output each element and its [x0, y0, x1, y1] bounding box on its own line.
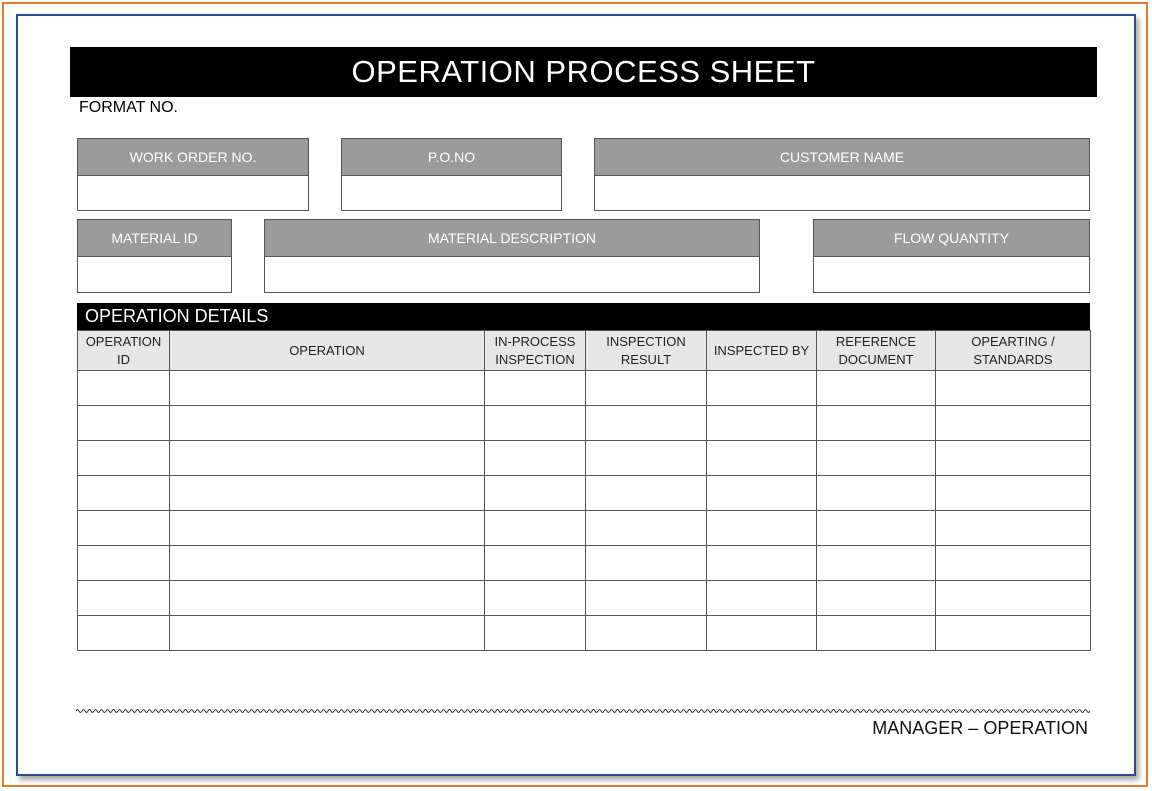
table-cell[interactable]	[586, 616, 707, 651]
table-cell[interactable]	[817, 546, 936, 581]
work-order-label: WORK ORDER NO.	[78, 139, 308, 176]
table-cell[interactable]	[586, 441, 707, 476]
table-row	[78, 616, 1091, 651]
table-row	[78, 511, 1091, 546]
table-cell[interactable]	[485, 546, 586, 581]
table-cell[interactable]	[485, 476, 586, 511]
table-cell[interactable]	[170, 616, 485, 651]
table-cell[interactable]	[78, 546, 170, 581]
po-number-field	[341, 138, 562, 211]
table-cell[interactable]	[817, 441, 936, 476]
col-operation: OPERATION	[170, 331, 485, 371]
table-cell[interactable]	[936, 581, 1091, 616]
signature-line	[76, 706, 1090, 716]
table-cell[interactable]	[817, 581, 936, 616]
table-cell[interactable]	[485, 406, 586, 441]
table-cell[interactable]	[170, 476, 485, 511]
table-cell[interactable]	[707, 581, 817, 616]
customer-name-label: CUSTOMER NAME	[595, 139, 1089, 176]
table-cell[interactable]	[170, 581, 485, 616]
table-cell[interactable]	[170, 441, 485, 476]
table-cell[interactable]	[936, 371, 1091, 406]
material-description-label: MATERIAL DESCRIPTION	[265, 220, 759, 257]
flow-quantity-label: FLOW QUANTITY	[814, 220, 1089, 257]
table-cell[interactable]	[586, 581, 707, 616]
material-description-value[interactable]	[265, 257, 759, 292]
table-cell[interactable]	[707, 441, 817, 476]
work-order-field	[77, 138, 309, 211]
table-cell[interactable]	[707, 511, 817, 546]
table-cell[interactable]	[485, 581, 586, 616]
table-cell[interactable]	[817, 511, 936, 546]
manager-signature-label: MANAGER – OPERATION	[872, 718, 1088, 738]
operation-details-table	[77, 330, 1091, 651]
table-row	[78, 546, 1091, 581]
table-cell[interactable]	[707, 406, 817, 441]
table-cell[interactable]	[485, 511, 586, 546]
table-cell[interactable]	[78, 511, 170, 546]
material-id-value[interactable]	[78, 257, 231, 292]
operation-details-header: OPERATION DETAILS	[77, 303, 1090, 330]
col-in-process-inspection: IN-PROCESS INSPECTION	[485, 331, 586, 371]
table-cell[interactable]	[78, 406, 170, 441]
table-cell[interactable]	[817, 476, 936, 511]
table-cell[interactable]	[78, 441, 170, 476]
table-cell[interactable]	[936, 546, 1091, 581]
table-cell[interactable]	[936, 511, 1091, 546]
table-cell[interactable]	[78, 371, 170, 406]
table-cell[interactable]	[78, 616, 170, 651]
page-title: OPERATION PROCESS SHEET	[70, 47, 1097, 97]
table-cell[interactable]	[485, 371, 586, 406]
table-cell[interactable]	[707, 476, 817, 511]
table-cell[interactable]	[936, 476, 1091, 511]
customer-name-value[interactable]	[595, 176, 1089, 211]
table-header-row	[78, 331, 1091, 371]
customer-name-field	[594, 138, 1090, 211]
table-cell[interactable]	[707, 546, 817, 581]
table-cell[interactable]	[170, 546, 485, 581]
table-cell[interactable]	[707, 616, 817, 651]
format-number-label: FORMAT NO.	[79, 99, 178, 116]
table-cell[interactable]	[817, 406, 936, 441]
table-cell[interactable]	[586, 406, 707, 441]
table-body	[78, 371, 1091, 651]
table-row	[78, 441, 1091, 476]
material-id-field	[77, 219, 232, 293]
col-operating-standards: OPEARTING / STANDARDS	[936, 331, 1091, 371]
col-inspected-by: INSPECTED BY	[707, 331, 817, 371]
table-cell[interactable]	[586, 511, 707, 546]
col-inspection-result: INSPECTION RESULT	[586, 331, 707, 371]
flow-quantity-field	[813, 219, 1090, 293]
po-number-label: P.O.NO	[342, 139, 561, 176]
work-order-value[interactable]	[78, 176, 308, 211]
table-cell[interactable]	[78, 476, 170, 511]
table-row	[78, 476, 1091, 511]
table-cell[interactable]	[936, 406, 1091, 441]
table-cell[interactable]	[936, 441, 1091, 476]
table-cell[interactable]	[817, 616, 936, 651]
table-cell[interactable]	[586, 546, 707, 581]
col-operation-id: OPERATION ID	[78, 331, 170, 371]
col-reference-document: REFERENCE DOCUMENT	[817, 331, 936, 371]
table-cell[interactable]	[586, 476, 707, 511]
table-cell[interactable]	[170, 511, 485, 546]
table-cell[interactable]	[936, 616, 1091, 651]
flow-quantity-value[interactable]	[814, 257, 1089, 292]
material-description-field	[264, 219, 760, 293]
table-row	[78, 581, 1091, 616]
table-cell[interactable]	[78, 581, 170, 616]
table-cell[interactable]	[707, 371, 817, 406]
table-cell[interactable]	[817, 371, 936, 406]
material-id-label: MATERIAL ID	[78, 220, 231, 257]
table-cell[interactable]	[170, 406, 485, 441]
table-row	[78, 406, 1091, 441]
table-cell[interactable]	[170, 371, 485, 406]
table-cell[interactable]	[485, 616, 586, 651]
table-cell[interactable]	[586, 371, 707, 406]
table-cell[interactable]	[485, 441, 586, 476]
po-number-value[interactable]	[342, 176, 561, 211]
table-row	[78, 371, 1091, 406]
